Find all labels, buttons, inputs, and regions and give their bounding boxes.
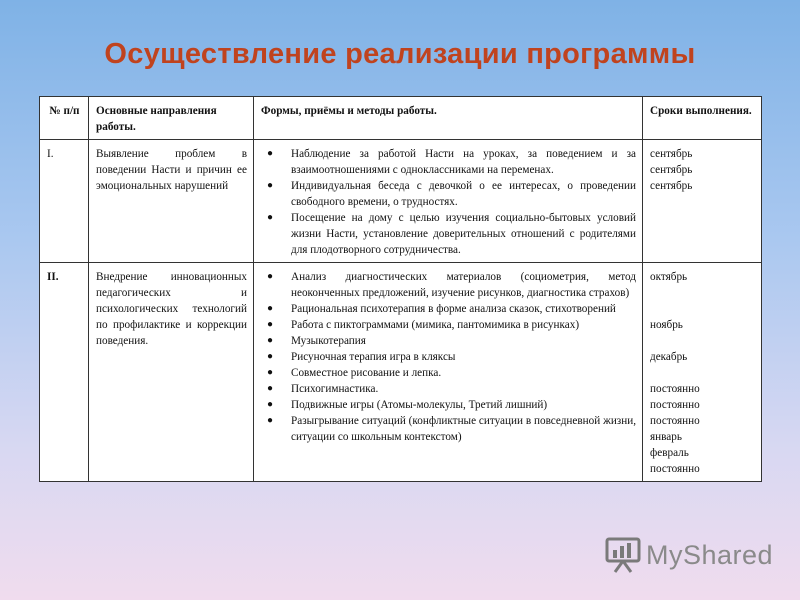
row-number: I. (40, 140, 89, 263)
presentation-board-icon (604, 537, 642, 573)
logo-text: MyShared (646, 539, 774, 570)
bullet-icon: ● (267, 351, 274, 362)
method-item: ● Рисуночная терапия игра в кляксы (267, 351, 456, 363)
bullet-icon: ● (267, 335, 274, 346)
method-item: ● Работа с пиктограммами (мимика, пантомимика в рисунках) (267, 319, 580, 331)
term-value: ноябрь (650, 319, 683, 331)
row-terms (643, 263, 762, 482)
bullet-icon: ● (267, 383, 274, 394)
term-value: постоянно (650, 415, 700, 427)
method-item: ● Наблюдение за работой Насти на уроках, за поведением и за взаимоотношениями с одноклассниками на переменах. (267, 148, 636, 176)
bullet-icon: ● (267, 303, 274, 314)
method-item: ● Совместное рисование и лепка. (267, 367, 442, 379)
term-value: постоянно (650, 383, 700, 395)
slide-title: Осуществление реализации программы (104, 38, 696, 70)
method-item: ● Рациональная психотерапия в форме анализа сказок, стихотворений (267, 303, 616, 315)
header-terms: Сроки выполнения. (643, 97, 762, 140)
row-methods (254, 140, 643, 263)
term-value: февраль (650, 447, 689, 459)
term-value: октябрь (650, 271, 688, 283)
term-value: сентябрь (650, 180, 693, 192)
myshared-logo[interactable] (604, 537, 773, 573)
table-row (40, 140, 762, 263)
row-number: II. (40, 263, 89, 482)
term-value (650, 365, 755, 381)
method-item: ● Посещение на дому с целью изучения социально-бытовых условий жизни Насти, установление доверительных отношений с родителями для плодотворного сотрудничества. (267, 212, 636, 256)
term-value: декабрь (650, 351, 688, 363)
program-table (39, 96, 762, 482)
header-directions: Основные направления работы. (89, 97, 254, 140)
row-direction: Внедрение инновационных педагогических и психологических технологий по профилактике и коррекции поведения. (89, 263, 254, 482)
bullet-icon: ● (267, 212, 274, 223)
table-header-row (40, 97, 762, 140)
term-value (650, 333, 755, 349)
method-item: ● Психогимнастика. (267, 383, 379, 395)
term-value (650, 301, 755, 317)
term-value: январь (650, 431, 682, 443)
row-methods (254, 263, 643, 482)
header-methods: Формы, приёмы и методы работы. (254, 97, 643, 140)
method-item: ● Разыгрывание ситуаций (конфликтные ситуации в повседневной жизни, ситуации со школьным контекстом) (267, 415, 636, 443)
bullet-icon: ● (267, 415, 274, 426)
header-number: № п/п (40, 97, 89, 140)
term-value: сентябрь (650, 148, 693, 160)
bullet-icon: ● (267, 271, 274, 282)
table-row (40, 263, 762, 482)
term-value (650, 285, 755, 301)
term-value: постоянно (650, 463, 700, 475)
method-item: ● Анализ диагностических материалов (социометрия, метод неоконченных предложений, изучение рисунков, диагностика страхов) (267, 271, 636, 299)
bullet-icon: ● (267, 399, 274, 410)
bullet-icon: ● (267, 148, 274, 159)
row-direction: Выявление проблем в поведении Насти и причин ее эмоциональных нарушений (89, 140, 254, 263)
row-terms (643, 140, 762, 263)
method-item: ● Индивидуальная беседа с девочкой о ее интересах, о проведении свободного времени, о трудностях. (267, 180, 636, 208)
bullet-icon: ● (267, 319, 274, 330)
term-value: сентябрь (650, 164, 693, 176)
bullet-icon: ● (267, 180, 274, 191)
method-item: ● Музыкотерапия (267, 335, 366, 347)
bullet-icon: ● (267, 367, 274, 378)
term-value: постоянно (650, 399, 700, 411)
method-item: ● Подвижные игры (Атомы-молекулы, Третий лишний) (267, 399, 548, 411)
